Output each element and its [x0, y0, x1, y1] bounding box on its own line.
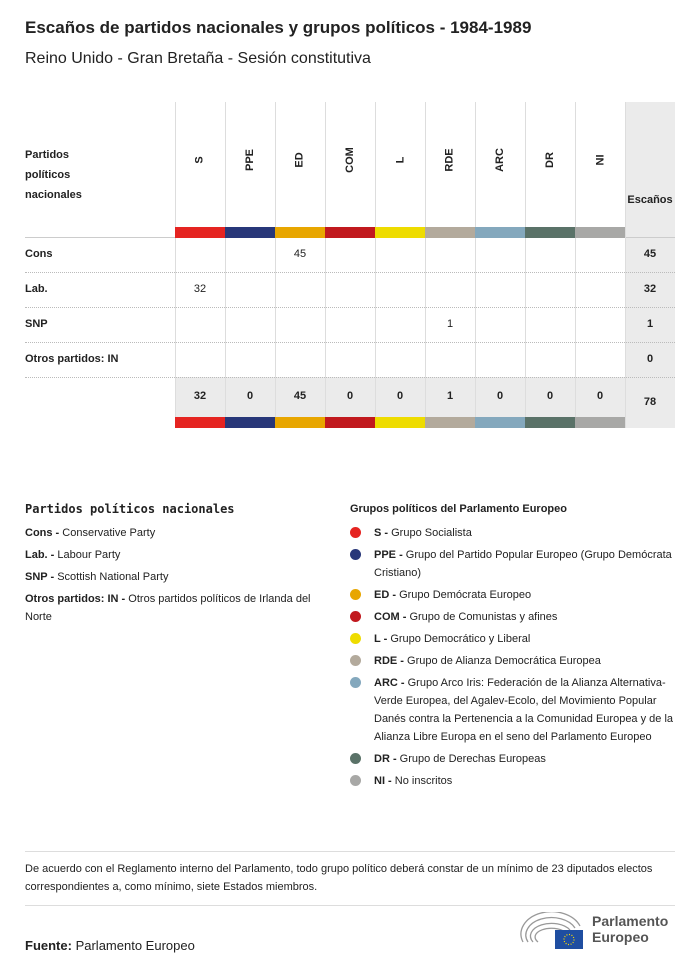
source-label: Fuente: — [25, 938, 72, 953]
group-color-bar — [325, 417, 375, 428]
party-label: Lab. — [25, 283, 48, 295]
group-legend-item — [350, 586, 675, 604]
group-header-rde — [425, 125, 475, 195]
seat-cell: 45 — [293, 248, 307, 260]
national-legend-item — [25, 546, 325, 564]
page-title: Escaños de partidos nacionales y grupos políticos - 1984-1989 — [25, 18, 532, 37]
color-dot-icon — [350, 655, 361, 666]
group-total: 0 — [546, 390, 554, 402]
party-label: SNP — [25, 318, 48, 330]
group-total: 45 — [293, 390, 307, 402]
legend-name: Grupo Democrático y Liberal — [390, 633, 531, 645]
group-legend-item — [350, 630, 675, 648]
source-value: Parlamento Europeo — [75, 938, 195, 953]
legend-name: Labour Party — [57, 549, 121, 561]
group-code: RDE — [443, 148, 456, 172]
row-total: 1 — [646, 318, 654, 330]
legend-code: L - — [374, 633, 388, 645]
group-legend-item — [350, 524, 675, 542]
group-legend-item — [350, 750, 675, 768]
color-dot-icon — [350, 549, 361, 560]
group-total: 0 — [246, 390, 254, 402]
color-dot-icon — [350, 753, 361, 764]
legend-name: Grupo Socialista — [391, 527, 472, 539]
group-total: 1 — [446, 390, 454, 402]
legend-name: Scottish National Party — [57, 571, 169, 583]
group-legend-item — [350, 652, 675, 670]
legend-name: Conservative Party — [62, 527, 156, 539]
group-header-com — [325, 125, 375, 195]
group-legend-item — [350, 546, 675, 582]
logo-text: Parlamento Europeo — [592, 913, 669, 945]
grand-total: 78 — [643, 396, 657, 408]
group-legend-item — [350, 772, 675, 790]
legend-code: SNP - — [25, 571, 55, 583]
table-row — [25, 237, 675, 273]
group-color-bar — [375, 417, 425, 428]
group-legend-item — [350, 608, 675, 626]
seat-cell: 1 — [446, 318, 454, 330]
page-subtitle: Reino Unido - Gran Bretaña - Sesión constitutiva — [25, 50, 371, 67]
table-row — [25, 307, 675, 343]
color-dot-icon — [350, 775, 361, 786]
seat-cell: 32 — [193, 283, 207, 295]
legend-code: Cons - — [25, 527, 60, 539]
party-label: Otros partidos: IN — [25, 353, 119, 365]
color-dot-icon — [350, 633, 361, 644]
legend-code: S - — [374, 527, 389, 539]
group-code: NI — [594, 154, 606, 166]
group-total: 0 — [346, 390, 354, 402]
color-dot-icon — [350, 589, 361, 600]
group-header-ni — [575, 125, 625, 195]
color-dot-icon — [350, 677, 361, 688]
national-legend — [25, 500, 325, 630]
legend-code: COM - — [374, 611, 407, 623]
hemicycle-icon — [520, 912, 586, 950]
row-total: 45 — [643, 248, 657, 260]
group-header-s — [175, 125, 225, 195]
group-total: 32 — [193, 390, 207, 402]
group-legend-item — [350, 674, 675, 746]
legend-code: Lab. - — [25, 549, 55, 561]
group-color-bar — [525, 417, 575, 428]
group-code: DR — [543, 152, 556, 168]
group-header-dr — [525, 125, 575, 195]
legend-code: ED - — [374, 589, 396, 601]
group-header-ppe — [225, 125, 275, 195]
national-legend-item — [25, 524, 325, 542]
legend-name: Grupo de Alianza Democrática Europea — [407, 655, 601, 667]
legend-name: Grupo Arco Iris: Federación de la Alianza Alternativa-Verde Europea, del Agalev-Ecolo, del Movimiento Popular Danés contra la Pertenencia a la Comunidad Europea y de la Alianza Libre Europa en el seno del Parlamento Europeo — [374, 677, 674, 743]
group-code: PPE — [243, 148, 256, 172]
corner-header: Partidos políticos nacionales — [25, 149, 82, 201]
group-header-l — [375, 125, 425, 195]
legend-name: Grupo Demócrata Europeo — [399, 589, 532, 601]
legend-name: Otros partidos políticos de Irlanda del Norte — [25, 593, 311, 623]
footnote: De acuerdo con el Reglamento interno del Parlamento, todo grupo político deberá constar de un mínimo de 23 diputados electos correspondientes a, como mínimo, siete Estados miembros. — [25, 851, 675, 906]
total-header: Escaños — [627, 194, 673, 206]
group-total: 0 — [396, 390, 404, 402]
legend-code: RDE - — [374, 655, 404, 667]
national-legend-title: Partidos políticos nacionales — [25, 502, 235, 516]
row-total: 32 — [643, 283, 657, 295]
legend-code: Otros partidos: IN - — [25, 593, 126, 605]
color-dot-icon — [350, 527, 361, 538]
group-header-arc — [475, 125, 525, 195]
group-color-bar — [475, 417, 525, 428]
legend-name: Grupo del Partido Popular Europeo (Grupo Demócrata Cristiano) — [374, 549, 672, 579]
parliament-logo — [520, 912, 680, 952]
color-dot-icon — [350, 611, 361, 622]
group-code: L — [393, 156, 406, 164]
legend-code: NI - — [374, 775, 392, 787]
group-total: 0 — [496, 390, 504, 402]
group-color-bar — [575, 417, 625, 428]
source — [25, 938, 195, 953]
group-code: ARC — [494, 148, 506, 172]
group-color-bar — [275, 417, 325, 428]
table-row — [25, 272, 675, 308]
legend-code: ARC - — [374, 677, 405, 689]
table-row — [25, 342, 675, 378]
legend-code: DR - — [374, 753, 397, 765]
national-legend-item — [25, 590, 325, 626]
group-color-bar — [175, 417, 225, 428]
national-legend-item — [25, 568, 325, 586]
legend-name: No inscritos — [394, 775, 453, 787]
party-label: Cons — [25, 248, 53, 260]
legend-name: Grupo de Derechas Europeas — [399, 753, 546, 765]
group-total: 0 — [596, 390, 604, 402]
row-total: 0 — [646, 353, 654, 365]
legend-name: Grupo de Comunistas y afines — [409, 611, 558, 623]
group-code: COM — [343, 147, 356, 173]
groups-legend-title: Grupos políticos del Parlamento Europeo — [350, 503, 567, 515]
group-color-bar — [225, 417, 275, 428]
group-header-ed — [275, 125, 325, 195]
group-code: ED — [294, 152, 306, 168]
legend-code: PPE - — [374, 549, 403, 561]
groups-legend — [350, 500, 675, 794]
group-code: S — [194, 156, 206, 164]
group-color-bar — [425, 417, 475, 428]
